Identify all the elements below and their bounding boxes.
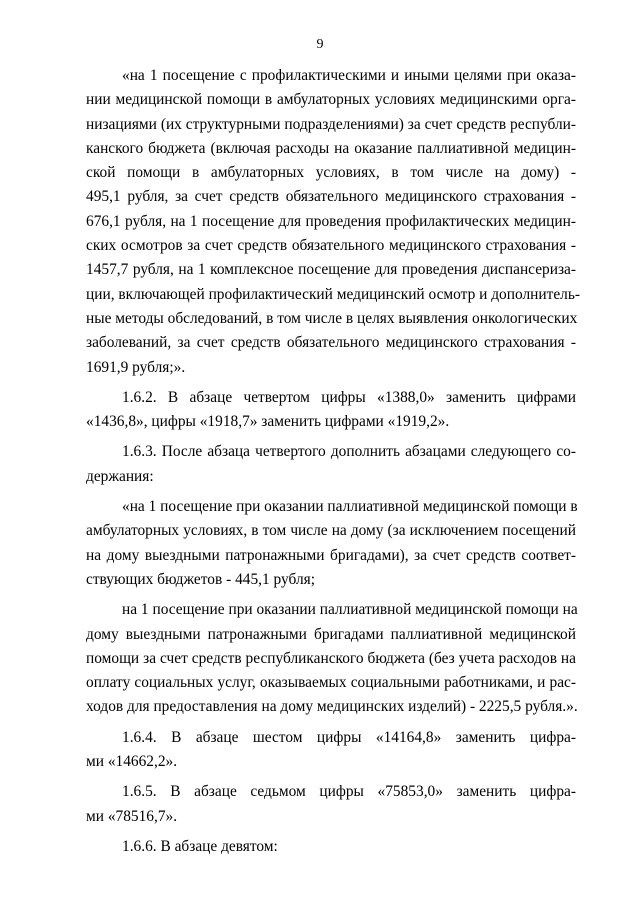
paragraph-item-1-6-3: [86, 440, 576, 489]
text-line: низациями (их структурными подразделениями) за счет средств республи-: [86, 115, 576, 133]
paragraph-item-1-6-2: [86, 386, 576, 435]
text-line: заболеваний, за счет средств обязательного медицинского страхования -: [86, 334, 576, 352]
text-line: дому выездными патронажными бригадами паллиативной медицинской: [86, 625, 576, 643]
text-line: ции, включающей профилактический медицинский осмотр и дополнитель-: [86, 285, 580, 303]
text-line: ходов для предоставления на дому медицинских изделий) - 2225,5 рубля.».: [86, 698, 578, 716]
text-line: 1.6.6. В абзаце девятом:: [122, 837, 278, 855]
text-line: ских осмотров за счет средств обязательного медицинского страхования -: [86, 237, 576, 255]
text-line: «на 1 посещение при оказании паллиативной медицинской помощи в: [122, 498, 578, 516]
text-line: 1.6.2. В абзаце четвертом цифры «1388,0» заменить цифрами: [122, 388, 576, 406]
text-line: на дому выездными патронажными бригадами), за счет средств соответ-: [86, 546, 576, 564]
paragraph-quoted-paragraph-2: [86, 495, 576, 592]
text-line: «на 1 посещение с профилактическими и иными целями при оказа-: [122, 67, 576, 84]
text-line: помощи за счет средств республиканского бюджета (без учета расходов на: [86, 649, 576, 667]
text-line: 1691,9 рубля;».: [86, 358, 186, 376]
text-line: держания:: [86, 467, 154, 485]
text-line: на 1 посещение при оказании паллиативной медицинской помощи на: [122, 601, 578, 619]
paragraph-quoted-paragraph-1: [86, 64, 580, 380]
text-line: ствующих бюджетов - 445,1 рубля;: [86, 570, 316, 588]
text-line: ми «78516,7».: [86, 807, 178, 825]
page-number: 9: [316, 37, 324, 52]
text-line: 1.6.3. После абзаца четвертого дополнить абзацами следующего со-: [122, 443, 576, 461]
text-line: оплату социальных услуг, оказываемых социальными работниками, и рас-: [86, 674, 576, 692]
text-line: 676,1 рубля, на 1 посещение для проведения профилактических медицин-: [86, 212, 576, 230]
document-body: [86, 64, 580, 859]
text-line: канского бюджета (включая расходы на оказание паллиативной медицин-: [86, 139, 576, 157]
text-line: 495,1 рубля, за счет средств обязательного медицинского страхования -: [86, 188, 576, 206]
text-line: ской помощи в амбулаторных условиях, в том числе на дому) -: [86, 164, 576, 182]
paragraph-quoted-paragraph-3: [86, 598, 576, 719]
text-line: «1436,8», цифры «1918,7» заменить цифрами «1919,2».: [86, 413, 450, 431]
text-line: 1457,7 рубля, на 1 комплексное посещение для проведения диспансеризa-: [86, 261, 576, 279]
text-line: амбулаторных условиях, в том числе на дому (за исключением посещений: [86, 522, 576, 540]
paragraph-item-1-6-6: [86, 835, 576, 859]
text-line: 1.6.5. В абзаце седьмом цифры «75853,0» заменить цифра-: [122, 783, 576, 801]
text-line: ные методы обследований, в том числе в целях выявления онкологических: [86, 309, 578, 327]
text-line: 1.6.4. В абзаце шестом цифры «14164,8» заменить цифра-: [122, 728, 576, 746]
text-line: ми «14662,2».: [86, 753, 178, 771]
paragraph-item-1-6-5: [86, 780, 576, 829]
paragraph-item-1-6-4: [86, 726, 576, 775]
text-line: нии медицинской помощи в амбулаторных условиях медицинскими орга-: [86, 91, 576, 109]
